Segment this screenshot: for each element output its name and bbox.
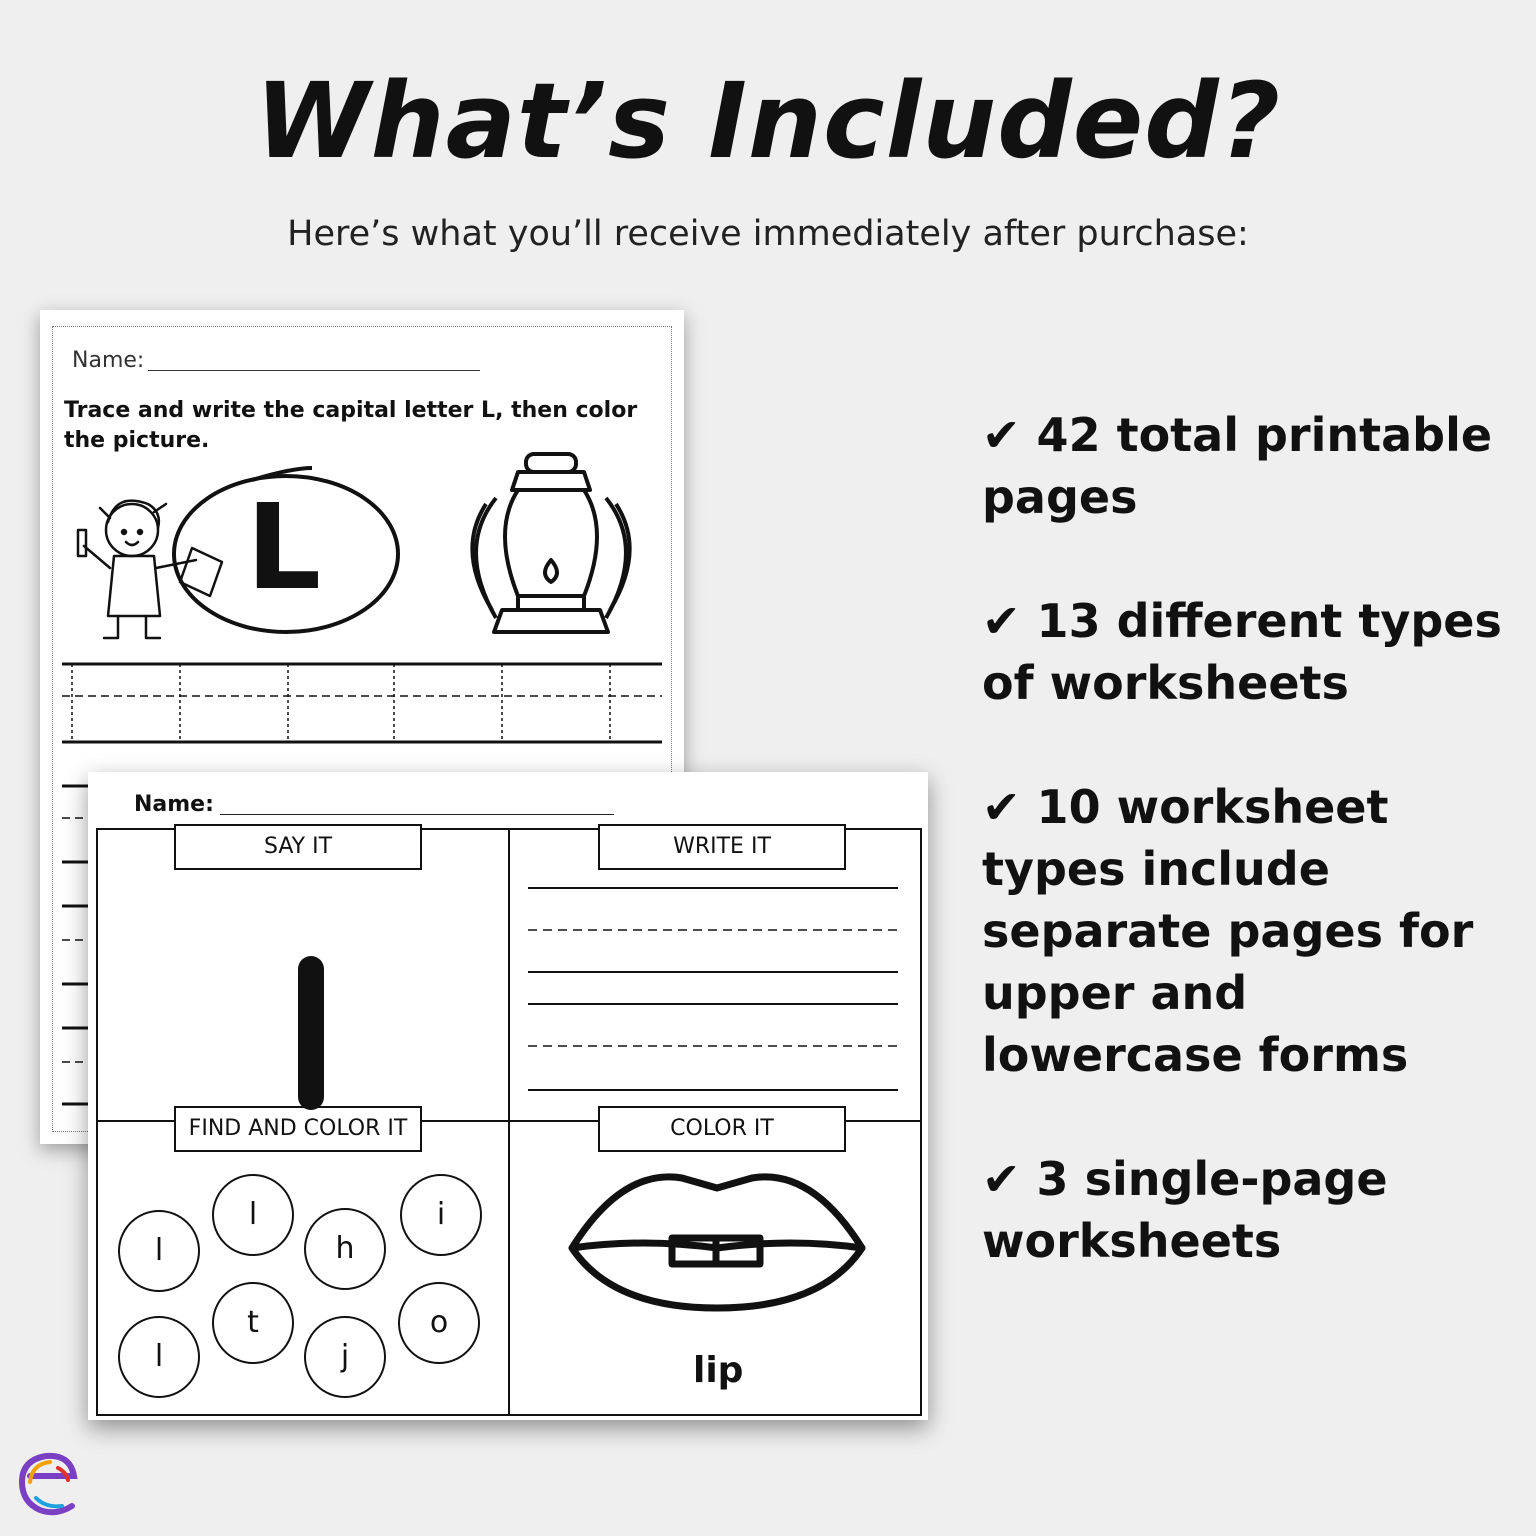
write-it-lines	[528, 886, 900, 1096]
instruction-text: Trace and write the capital letter L, then color the picture.	[64, 398, 638, 453]
lowercase-l-glyph	[298, 956, 324, 1110]
feature-item: ✔ 10 worksheet types include separate pages for upper and lowercase forms	[982, 780, 1474, 1082]
lantern-illustration	[456, 448, 646, 648]
page-title: What’s Included?	[254, 60, 1282, 182]
letter-circle: h	[304, 1208, 386, 1290]
tracing-lines	[62, 662, 662, 752]
name-label: Name:	[72, 348, 145, 373]
lips-illustration	[562, 1168, 872, 1318]
name-line	[148, 370, 480, 371]
letter-circle: l	[118, 1210, 200, 1292]
capital-letter-l: L	[246, 478, 322, 616]
say-it-label: SAY IT	[174, 824, 422, 870]
color-it-label: COLOR IT	[598, 1106, 846, 1152]
worksheet-preview-lowercase-l	[88, 772, 928, 1420]
find-and-color-it-label: FIND AND COLOR IT	[174, 1106, 422, 1152]
worksheet-grid	[96, 828, 922, 1416]
feature-item: ✔ 13 different types of worksheets	[982, 594, 1502, 710]
letter-circle: t	[212, 1282, 294, 1364]
feature-list	[982, 404, 1512, 1334]
letter-circle: j	[304, 1316, 386, 1398]
name-label: Name:	[134, 792, 214, 817]
letter-circle: l	[118, 1316, 200, 1398]
letter-circle: l	[212, 1174, 294, 1256]
feature-item: ✔ 3 single-page worksheets	[982, 1152, 1388, 1268]
brand-logo-icon	[14, 1448, 86, 1520]
letter-circle: o	[398, 1282, 480, 1364]
letter-circle: i	[400, 1174, 482, 1256]
name-line	[220, 814, 614, 815]
grid-divider-vertical	[508, 830, 510, 1414]
feature-item: ✔ 42 total printable pages	[982, 408, 1493, 524]
write-it-label: WRITE IT	[598, 824, 846, 870]
page-subtitle: Here’s what you’ll receive immediately after purchase:	[287, 214, 1249, 254]
color-it-word: lip	[693, 1350, 744, 1391]
